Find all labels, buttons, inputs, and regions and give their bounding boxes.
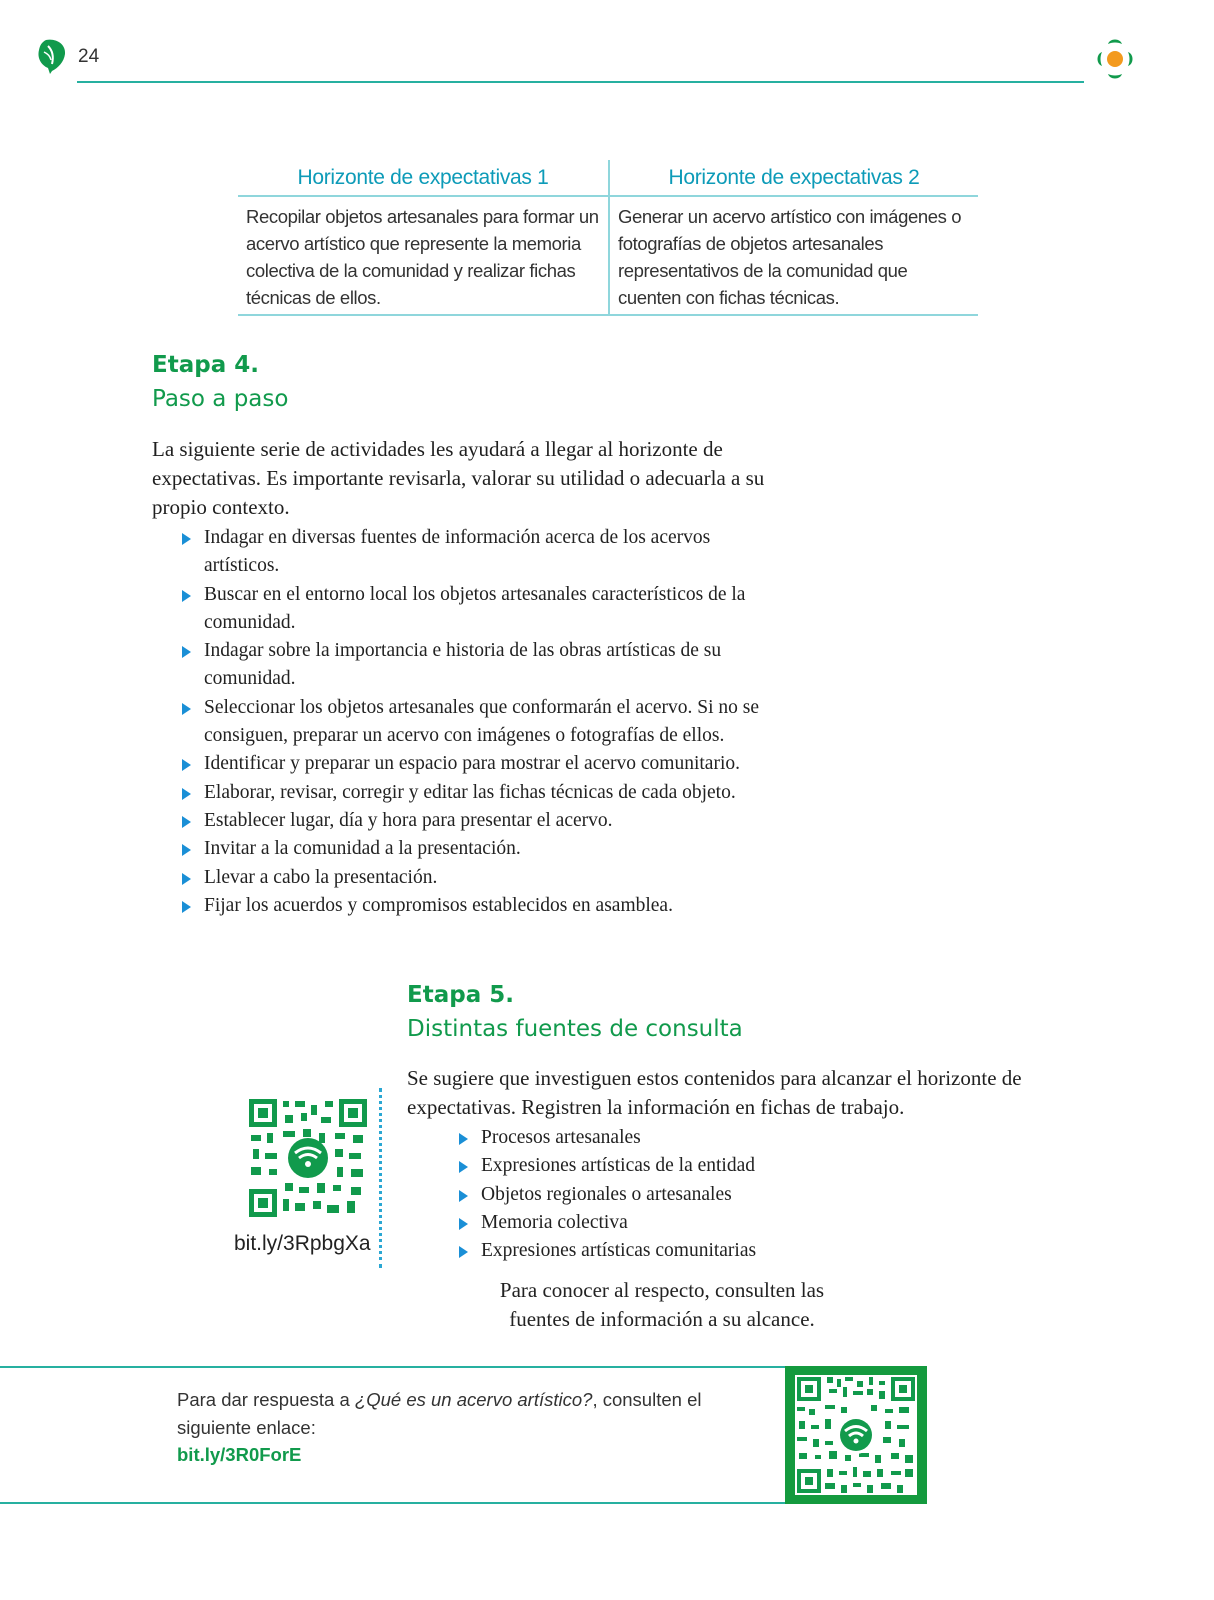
list-item: Invitar a la comunidad a la presentación. [180,835,780,863]
list-item: Indagar sobre la importancia e historia de las obras artísticas de su comunidad. [180,637,780,694]
table-cell: Recopilar objetos artesanales para formar un acervo artístico que represente la memoria colectiva de la comunidad y realizar fichas técnicas de ellos. [238,196,609,315]
list-item: Expresiones artísticas comunitarias [457,1237,957,1265]
qr-code-large-icon[interactable] [795,1375,917,1495]
list-item: Fijar los acuerdos y compromisos establecidos en asamblea. [180,892,780,920]
bullet-arrow-icon [182,759,191,771]
expectations-table [238,160,978,316]
bullet-arrow-icon [182,844,191,856]
table-cell: Generar un acervo artístico con imágenes o fotografías de objetos artesanales representativos de la comunidad que cuenten con fichas técnicas. [609,196,978,315]
bullet-arrow-icon [182,788,191,800]
bullet-arrow-icon [182,873,191,885]
bullet-arrow-icon [459,1246,468,1258]
list-item: Identificar y preparar un espacio para mostrar el acervo comunitario. [180,750,780,778]
footer-rule [0,1502,785,1504]
bullet-arrow-icon [182,646,191,658]
qr-link-text[interactable]: bit.ly/3RpbgXa [234,1232,371,1255]
qr-code-icon[interactable] [247,1097,369,1219]
table-header: Horizonte de expectativas 2 [609,160,978,196]
stage-5-heading [407,978,743,1046]
stage-5-title: Distintas fuentes de consulta [407,1016,743,1042]
stage-4-intro: La siguiente serie de actividades les ayudará a llegar al horizonte de expectativas. Es importante revisarla, valorar su utilidad o adecuarla a su propio contexto. [152,437,765,519]
list-item: Memoria colectiva [457,1209,957,1237]
footer-rule [0,1366,785,1368]
dotted-divider [379,1088,382,1268]
stage-5-note: Para conocer al respecto, consulten las fuentes de información a su alcance. [499,1278,825,1331]
leaf-logo-icon [36,38,68,74]
table-header: Horizonte de expectativas 1 [238,160,609,196]
community-emblem-icon [1088,34,1142,86]
bullet-arrow-icon [459,1190,468,1202]
list-item: Buscar en el entorno local los objetos artesanales característicos de la comunidad. [180,581,780,638]
list-item: Elaborar, revisar, corregir y editar las fichas técnicas de cada objeto. [180,779,780,807]
bullet-arrow-icon [182,533,191,545]
bullet-arrow-icon [459,1133,468,1145]
footer-link[interactable]: bit.ly/3R0ForE [177,1444,302,1465]
bullet-arrow-icon [182,590,191,602]
bullet-arrow-icon [459,1161,468,1173]
bullet-arrow-icon [182,901,191,913]
header-rule [77,81,1084,83]
stage-5-number: Etapa 5. [407,982,514,1008]
footer-text: Para dar respuesta a ¿Qué es un acervo artístico?, consulten el siguiente enlace: [177,1389,702,1438]
bullet-arrow-icon [182,703,191,715]
list-item: Seleccionar los objetos artesanales que conformarán el acervo. Si no se consiguen, preparar un acervo con imágenes o fotografías de ellos. [180,694,780,751]
page-number: 24 [78,46,100,67]
list-item: Objetos regionales o artesanales [457,1181,957,1209]
bullet-arrow-icon [459,1218,468,1230]
stage-5-intro: Se sugiere que investiguen estos contenidos para alcanzar el horizonte de expectativas. Registren la información en fichas de trabajo. [407,1066,1022,1119]
footer-question: ¿Qué es un acervo artístico? [354,1389,593,1410]
list-item: Expresiones artísticas de la entidad [457,1152,957,1180]
stage-4-number: Etapa 4. [152,352,259,378]
stage-4-title: Paso a paso [152,386,289,412]
list-item: Establecer lugar, día y hora para presentar el acervo. [180,807,780,835]
stage-4-steps [180,524,780,920]
list-item: Procesos artesanales [457,1124,957,1152]
stage-5-topics [457,1124,957,1265]
list-item: Indagar en diversas fuentes de información acerca de los acervos artísticos. [180,524,780,581]
stage-4-heading [152,348,288,416]
list-item: Llevar a cabo la presentación. [180,864,780,892]
bullet-arrow-icon [182,816,191,828]
